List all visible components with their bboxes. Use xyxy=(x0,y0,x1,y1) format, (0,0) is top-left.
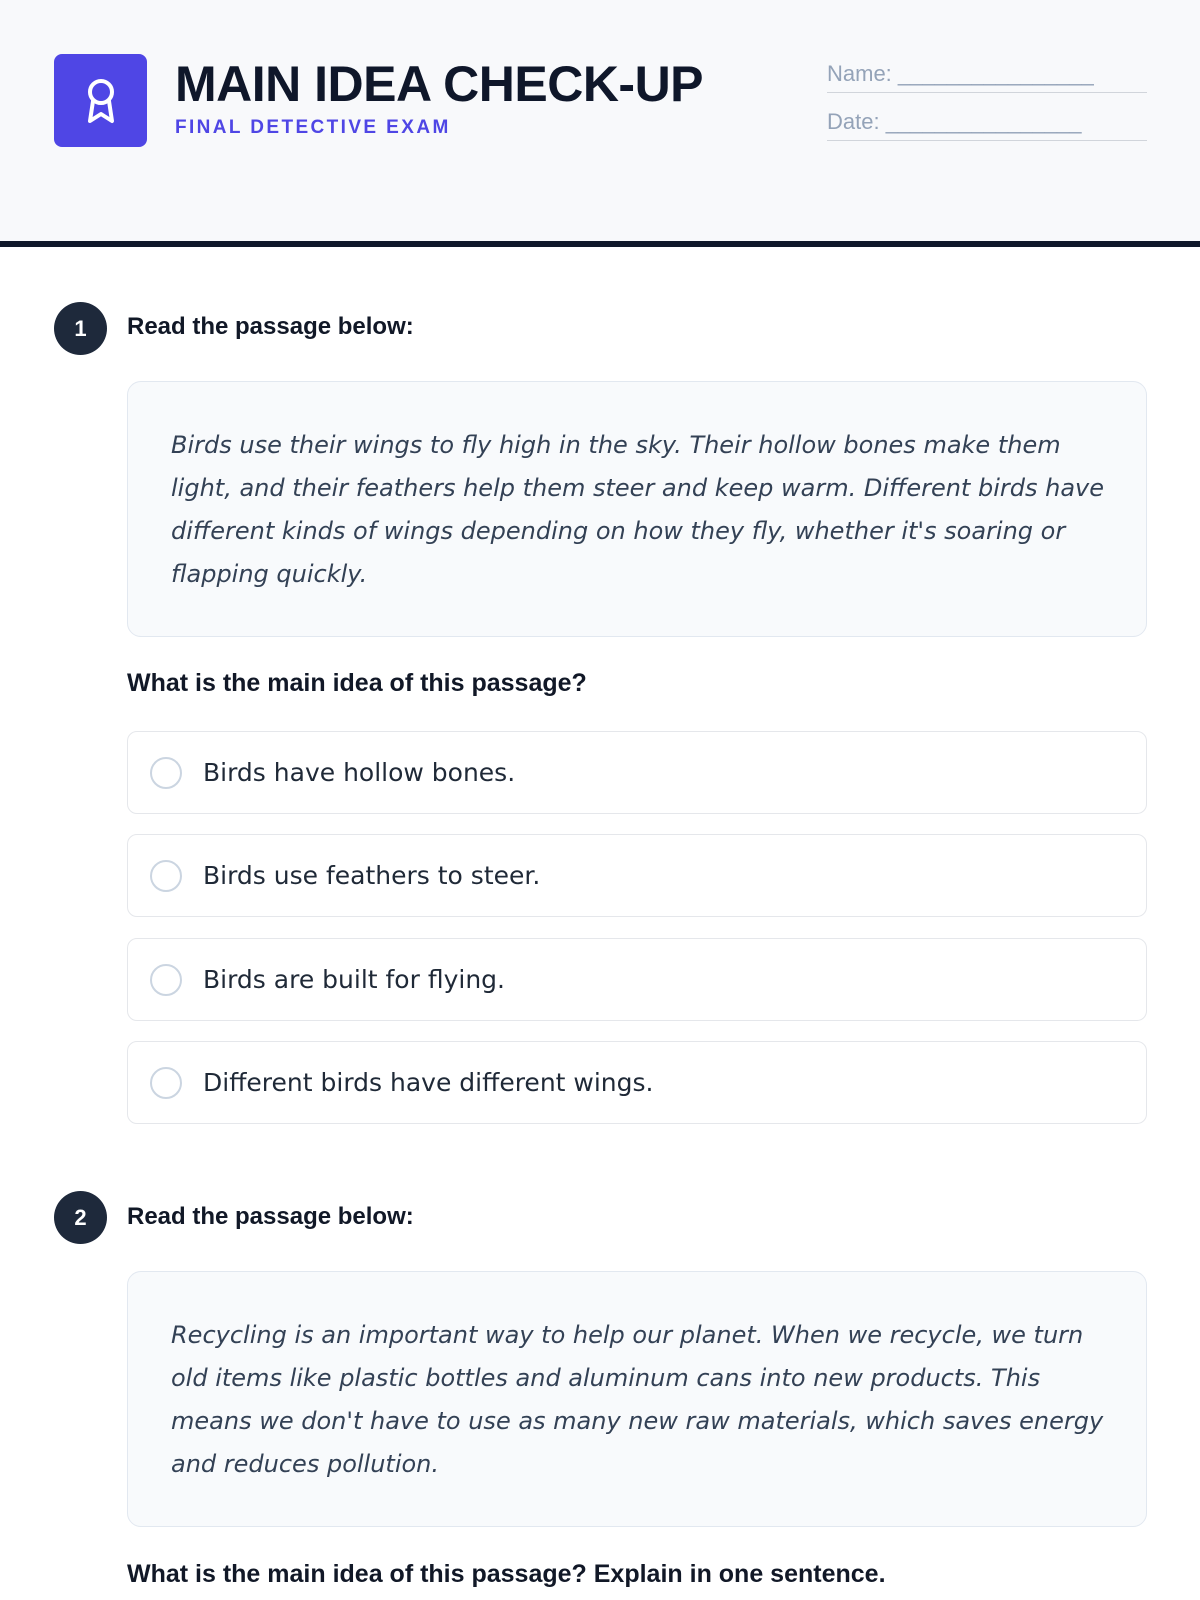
answer-option[interactable] xyxy=(127,1041,1147,1124)
passage-box xyxy=(127,1271,1147,1527)
question-number: 2 xyxy=(54,1191,107,1244)
date-field[interactable]: Date: ________________ xyxy=(827,109,1147,141)
page-title: MAIN IDEA CHECK-UP xyxy=(175,56,704,112)
option-label: Birds are built for flying. xyxy=(203,965,505,994)
radio-button[interactable] xyxy=(150,860,182,892)
option-label: Birds have hollow bones. xyxy=(203,758,516,787)
passage-text: Birds use their wings to fly high in the sky. Their hollow bones make them light, and their feathers help them steer and keep warm. Different birds have different kinds of wings depending on how they fly, whether it's soaring or flapping quickly. xyxy=(171,431,1104,588)
question-instruction: Read the passage below: xyxy=(127,1203,414,1230)
question-prompt: What is the main idea of this passage? xyxy=(127,669,587,697)
answer-option[interactable] xyxy=(127,938,1147,1021)
page-subtitle: FINAL DETECTIVE EXAM xyxy=(175,117,451,138)
name-field[interactable]: Name: ________________ xyxy=(827,61,1147,93)
option-label: Different birds have different wings. xyxy=(203,1068,654,1097)
passage-box xyxy=(127,381,1147,637)
question-instruction: Read the passage below: xyxy=(127,313,414,340)
ribbon-award-icon xyxy=(83,77,119,125)
question-prompt: What is the main idea of this passage? Explain in one sentence. xyxy=(127,1560,886,1588)
radio-button[interactable] xyxy=(150,1067,182,1099)
radio-button[interactable] xyxy=(150,757,182,789)
answer-option[interactable] xyxy=(127,731,1147,814)
option-label: Birds use feathers to steer. xyxy=(203,861,541,890)
question-number: 1 xyxy=(54,302,107,355)
answer-option[interactable] xyxy=(127,834,1147,917)
radio-button[interactable] xyxy=(150,964,182,996)
worksheet-header xyxy=(0,0,1200,247)
passage-text: Recycling is an important way to help our planet. When we recycle, we turn old items like plastic bottles and aluminum cans into new products. This means we don't have to use as many new raw materials, which saves energy and reduces pollution. xyxy=(171,1321,1104,1478)
logo xyxy=(54,54,147,147)
